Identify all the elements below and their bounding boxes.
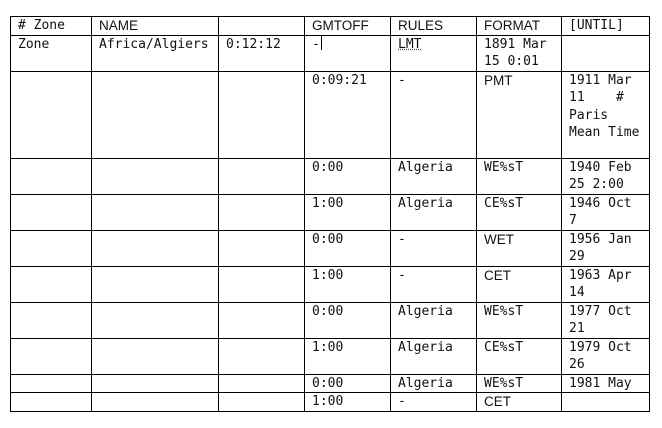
cell-until[interactable] xyxy=(562,393,650,412)
cell-gmtoff[interactable]: 0:00 xyxy=(305,374,391,393)
cell-rules[interactable]: Algeria xyxy=(391,158,477,194)
cell-rules[interactable]: - xyxy=(391,71,477,158)
cell-offset[interactable] xyxy=(219,230,305,266)
text-cursor xyxy=(321,36,322,50)
header-zone[interactable]: # Zone xyxy=(11,17,92,36)
cell-name[interactable] xyxy=(92,194,219,230)
table-row xyxy=(11,266,650,302)
header-rules[interactable]: RULES xyxy=(391,17,477,36)
cell-name[interactable] xyxy=(92,302,219,338)
cell-format[interactable]: WE%sT xyxy=(477,374,562,393)
cell-until[interactable]: 1979 Oct 26 xyxy=(562,338,650,374)
cell-format[interactable]: CE%sT xyxy=(477,194,562,230)
table-row xyxy=(11,374,650,393)
cell-gmtoff[interactable]: 1:00 xyxy=(305,393,391,412)
cell-offset[interactable] xyxy=(219,71,305,158)
cell-name[interactable] xyxy=(92,158,219,194)
cell-zone[interactable] xyxy=(11,302,92,338)
table-row xyxy=(11,302,650,338)
cell-rules[interactable]: - xyxy=(391,393,477,412)
document-page xyxy=(10,16,650,412)
cell-offset[interactable] xyxy=(219,374,305,393)
cell-format[interactable]: WE%sT xyxy=(477,158,562,194)
cell-name[interactable] xyxy=(92,393,219,412)
cell-until[interactable]: 1963 Apr 14 xyxy=(562,266,650,302)
cell-gmtoff[interactable]: 0:00 xyxy=(305,158,391,194)
cell-format[interactable]: CE%sT xyxy=(477,338,562,374)
table-row xyxy=(11,393,650,412)
header-name[interactable]: NAME xyxy=(92,17,219,36)
table-row xyxy=(11,194,650,230)
table-row xyxy=(11,338,650,374)
cell-offset[interactable] xyxy=(219,338,305,374)
table-row xyxy=(11,35,650,71)
cell-offset[interactable] xyxy=(219,266,305,302)
cell-gmtoff-text: - xyxy=(312,36,320,52)
cell-until[interactable]: 1956 Jan 29 xyxy=(562,230,650,266)
cell-zone[interactable] xyxy=(11,194,92,230)
cell-zone[interactable] xyxy=(11,374,92,393)
header-format[interactable]: FORMAT xyxy=(477,17,562,36)
cell-rules[interactable] xyxy=(391,35,477,71)
cell-zone[interactable] xyxy=(11,338,92,374)
cell-until[interactable]: 1981 May xyxy=(562,374,650,393)
cell-until[interactable]: 1977 Oct 21 xyxy=(562,302,650,338)
cell-until[interactable]: 1946 Oct 7 xyxy=(562,194,650,230)
cell-zone[interactable] xyxy=(11,393,92,412)
timezone-table xyxy=(10,16,650,412)
cell-name[interactable] xyxy=(92,230,219,266)
cell-gmtoff[interactable]: 1:00 xyxy=(305,194,391,230)
cell-gmtoff[interactable]: 0:00 xyxy=(305,230,391,266)
cell-format[interactable]: CET xyxy=(477,266,562,302)
cell-name[interactable] xyxy=(92,71,219,158)
cell-zone[interactable]: Zone xyxy=(11,35,92,71)
cell-until[interactable]: 1940 Feb 25 2:00 xyxy=(562,158,650,194)
cell-name[interactable]: Africa/Algiers xyxy=(92,35,219,71)
cell-until[interactable]: 1911 Mar 11 # Paris Mean Time xyxy=(562,71,650,158)
table-header-row xyxy=(11,17,650,36)
header-gmtoff[interactable]: GMTOFF xyxy=(305,17,391,36)
cell-rules[interactable]: - xyxy=(391,230,477,266)
header-blank[interactable] xyxy=(219,17,305,36)
cell-gmtoff[interactable] xyxy=(305,35,391,71)
cell-gmtoff[interactable]: 0:09:21 xyxy=(305,71,391,158)
cell-format[interactable]: 1891 Mar 15 0:01 xyxy=(477,35,562,71)
cell-format[interactable]: PMT xyxy=(477,71,562,158)
cell-offset[interactable] xyxy=(219,158,305,194)
cell-offset[interactable] xyxy=(219,302,305,338)
cell-gmtoff[interactable]: 1:00 xyxy=(305,338,391,374)
cell-rules[interactable]: Algeria xyxy=(391,302,477,338)
table-row xyxy=(11,230,650,266)
cell-rules[interactable]: Algeria xyxy=(391,194,477,230)
cell-offset[interactable] xyxy=(219,393,305,412)
cell-rules-text: LMT xyxy=(398,36,422,52)
cell-zone[interactable] xyxy=(11,71,92,158)
table-row xyxy=(11,158,650,194)
cell-rules[interactable]: - xyxy=(391,266,477,302)
cell-zone[interactable] xyxy=(11,158,92,194)
cell-rules[interactable]: Algeria xyxy=(391,338,477,374)
cell-name[interactable] xyxy=(92,374,219,393)
cell-zone[interactable] xyxy=(11,266,92,302)
cell-until[interactable] xyxy=(562,35,650,71)
cell-name[interactable] xyxy=(92,266,219,302)
cell-format[interactable]: WET xyxy=(477,230,562,266)
cell-zone[interactable] xyxy=(11,230,92,266)
table-row xyxy=(11,71,650,158)
cell-name[interactable] xyxy=(92,338,219,374)
cell-gmtoff[interactable]: 1:00 xyxy=(305,266,391,302)
cell-rules[interactable]: Algeria xyxy=(391,374,477,393)
cell-format[interactable]: WE%sT xyxy=(477,302,562,338)
cell-format[interactable]: CET xyxy=(477,393,562,412)
cell-offset[interactable]: 0:12:12 xyxy=(219,35,305,71)
cell-gmtoff[interactable]: 0:00 xyxy=(305,302,391,338)
header-until[interactable]: [UNTIL] xyxy=(562,17,650,36)
cell-offset[interactable] xyxy=(219,194,305,230)
